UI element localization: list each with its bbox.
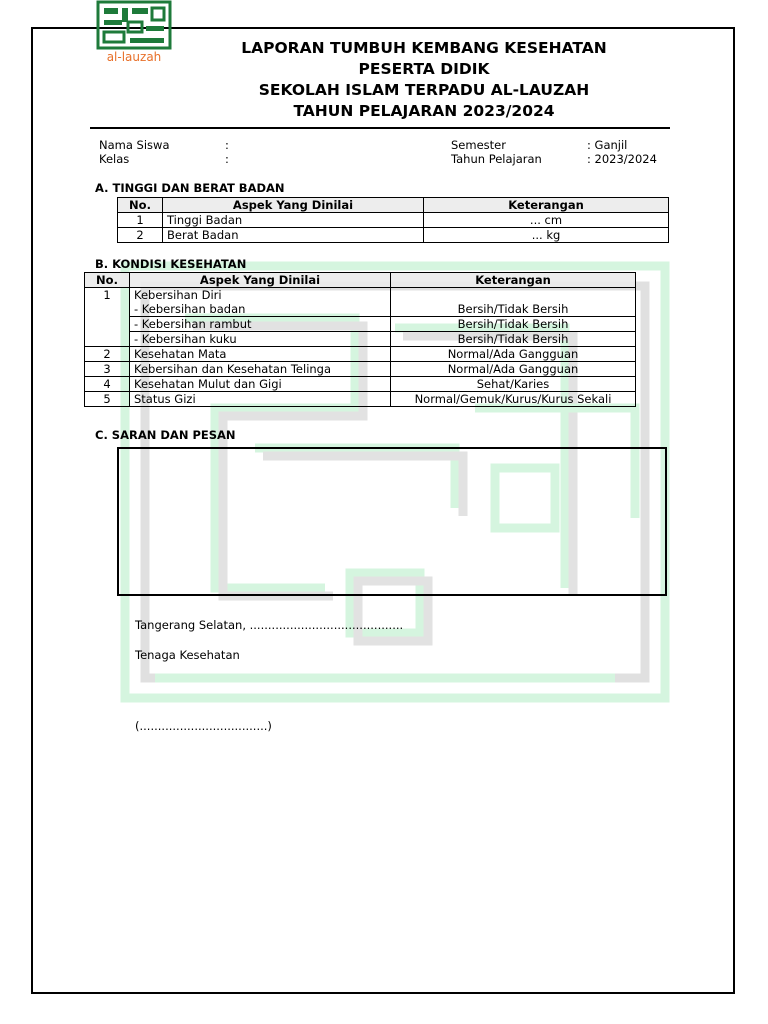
tahun-pelajaran-value: : 2023/2024	[587, 152, 657, 166]
table-row	[118, 228, 669, 243]
row-keterangan: Normal/Ada Gangguan	[391, 347, 636, 362]
row-no: 2	[85, 347, 130, 362]
semester-value: : Ganjil	[587, 138, 628, 152]
tahun-pelajaran-label: Tahun Pelajaran	[451, 152, 542, 166]
signature-role: Tenaga Kesehatan	[135, 648, 240, 662]
signature-name-line: (...................................)	[135, 719, 272, 733]
row-aspek: Tinggi Badan	[163, 213, 424, 228]
row-keterangan	[391, 288, 636, 303]
subrow-keterangan: Bersih/Tidak Bersih	[391, 302, 636, 317]
row-aspek: Berat Badan	[163, 228, 424, 243]
tinggi-berat-table	[117, 197, 669, 243]
row-no: 4	[85, 377, 130, 392]
table-row	[118, 213, 669, 228]
row-aspek: Kesehatan Mata	[130, 347, 391, 362]
subrow-aspek: - Kebersihan rambut	[130, 317, 391, 332]
row-keterangan: Sehat/Karies	[391, 377, 636, 392]
row-no: 1	[118, 213, 163, 228]
header-keterangan: Keterangan	[424, 198, 669, 213]
header-no: No.	[85, 273, 130, 288]
row-aspek: Kebersihan dan Kesehatan Telinga	[130, 362, 391, 377]
section-a-title: A. TINGGI DAN BERAT BADAN	[95, 181, 285, 195]
table-subrow	[85, 332, 636, 347]
table-row	[85, 377, 636, 392]
row-no: 2	[118, 228, 163, 243]
table-header-row	[85, 273, 636, 288]
row-aspek: Kebersihan Diri	[130, 288, 391, 303]
signature-place-date: Tangerang Selatan, ..........................................	[135, 618, 404, 632]
title-line-2: PESERTA DIDIK	[358, 60, 490, 78]
title-line-3: SEKOLAH ISLAM TERPADU AL-LAUZAH	[258, 81, 590, 99]
subrow-keterangan: Bersih/Tidak Bersih	[391, 317, 636, 332]
table-row	[85, 288, 636, 303]
header-keterangan: Keterangan	[391, 273, 636, 288]
section-c-title: C. SARAN DAN PESAN	[95, 428, 236, 442]
row-aspek: Kesehatan Mulut dan Gigi	[130, 377, 391, 392]
subrow-aspek: - Kebersihan badan	[130, 302, 391, 317]
table-row	[85, 347, 636, 362]
table-subrow	[85, 317, 636, 332]
header-aspek: Aspek Yang Dinilai	[130, 273, 391, 288]
row-keterangan: Normal/Gemuk/Kurus/Kurus Sekali	[391, 392, 636, 407]
table-row	[85, 362, 636, 377]
semester-label: Semester	[451, 138, 506, 152]
header-no: No.	[118, 198, 163, 213]
header-aspek: Aspek Yang Dinilai	[163, 198, 424, 213]
section-b-title: B. KONDISI KESEHATAN	[95, 257, 247, 271]
nama-separator: :	[225, 138, 229, 152]
row-keterangan: Normal/Ada Gangguan	[391, 362, 636, 377]
school-logo	[96, 0, 178, 66]
subrow-keterangan: Bersih/Tidak Bersih	[391, 332, 636, 347]
row-keterangan: ... kg	[424, 228, 669, 243]
kondisi-kesehatan-table	[84, 272, 636, 407]
kelas-separator: :	[225, 152, 229, 166]
saran-pesan-box[interactable]	[117, 447, 667, 596]
row-no: 5	[85, 392, 130, 407]
table-subrow	[85, 302, 636, 317]
table-row	[85, 392, 636, 407]
row-keterangan: ... cm	[424, 213, 669, 228]
title-line-4: TAHUN PELAJARAN 2023/2024	[293, 102, 555, 120]
title-line-1: LAPORAN TUMBUH KEMBANG KESEHATAN	[241, 39, 607, 57]
subrow-aspek: - Kebersihan kuku	[130, 332, 391, 347]
nama-label: Nama Siswa	[99, 138, 170, 152]
row-aspek: Status Gizi	[130, 392, 391, 407]
kelas-label: Kelas	[99, 152, 130, 166]
report-title	[180, 38, 668, 122]
logo-text: al-lauzah	[106, 50, 162, 64]
row-no: 3	[85, 362, 130, 377]
title-divider	[90, 127, 670, 129]
row-no: 1	[85, 288, 130, 347]
table-header-row	[118, 198, 669, 213]
